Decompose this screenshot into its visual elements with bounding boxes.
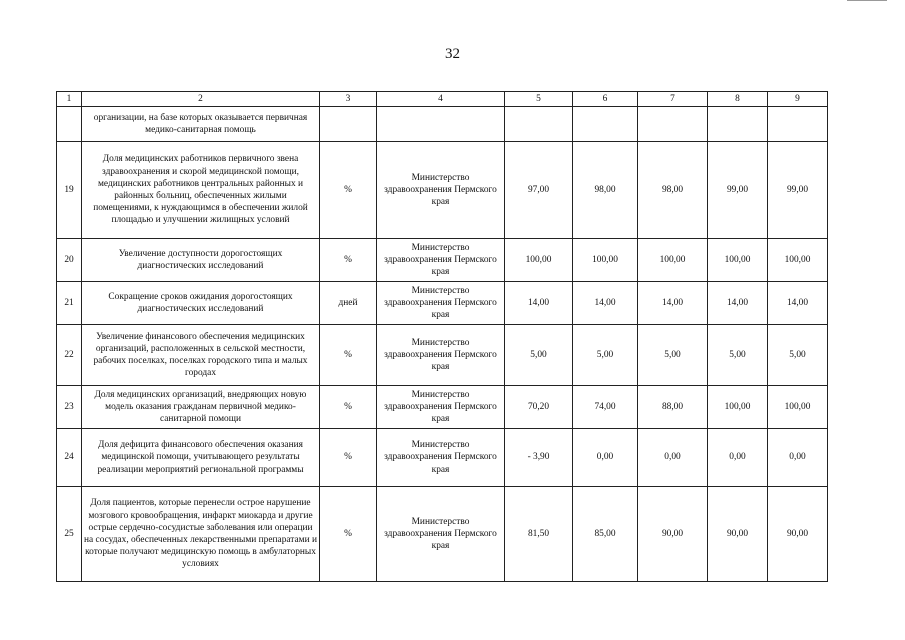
value-cell: 99,00	[768, 142, 828, 239]
value-cell: 14,00	[505, 282, 573, 325]
table-row	[57, 282, 828, 325]
column-header: 6	[573, 92, 638, 107]
value-cell: 0,00	[708, 429, 768, 487]
indicators-table	[56, 91, 828, 582]
value-cell: 5,00	[708, 325, 768, 386]
table-row	[57, 325, 828, 386]
value-cell	[573, 107, 638, 142]
responsible-org: Министерство здравоохранения Пермского края	[377, 386, 505, 429]
responsible-org: Министерство здравоохранения Пермского края	[377, 142, 505, 239]
table-row	[57, 142, 828, 239]
row-number: 22	[57, 325, 82, 386]
row-number: 24	[57, 429, 82, 487]
value-cell: 98,00	[638, 142, 708, 239]
table-row	[57, 239, 828, 282]
unit-cell: %	[320, 386, 377, 429]
table-row	[57, 386, 828, 429]
row-number: 20	[57, 239, 82, 282]
value-cell: 90,00	[638, 487, 708, 582]
table-row	[57, 107, 828, 142]
indicator-name: Сокращение сроков ожидания дорогостоящих диагностических исследований	[82, 282, 320, 325]
value-cell: 0,00	[638, 429, 708, 487]
value-cell: 74,00	[573, 386, 638, 429]
row-number: 19	[57, 142, 82, 239]
row-number: 25	[57, 487, 82, 582]
row-number: 21	[57, 282, 82, 325]
table-body	[57, 92, 828, 582]
column-header: 2	[82, 92, 320, 107]
value-cell: 0,00	[573, 429, 638, 487]
indicator-name: Доля медицинских работников первичного звена здравоохранения и скорой медицинской помощи, медицинских работников центральных районных и районных больниц, обеспеченных жилыми помещениями, к нуждающимся в обеспечении жилой площадью и улучшении жилищных условий	[82, 142, 320, 239]
scan-edge-mark	[847, 0, 887, 4]
indicator-name: Доля медицинских организаций, внедряющих новую модель оказания гражданам первичной медико-санитарной помощи	[82, 386, 320, 429]
unit-cell: %	[320, 239, 377, 282]
value-cell: 81,50	[505, 487, 573, 582]
indicator-name: организации, на базе которых оказывается первичная медико-санитарная помощь	[82, 107, 320, 142]
value-cell: 5,00	[573, 325, 638, 386]
responsible-org: Министерство здравоохранения Пермского края	[377, 325, 505, 386]
column-header: 3	[320, 92, 377, 107]
responsible-org: Министерство здравоохранения Пермского края	[377, 487, 505, 582]
value-cell: 100,00	[505, 239, 573, 282]
value-cell: 14,00	[708, 282, 768, 325]
value-cell: 70,20	[505, 386, 573, 429]
value-cell: 14,00	[573, 282, 638, 325]
unit-cell: %	[320, 325, 377, 386]
responsible-org: Министерство здравоохранения Пермского края	[377, 429, 505, 487]
table-row	[57, 429, 828, 487]
value-cell: 14,00	[638, 282, 708, 325]
value-cell: 100,00	[768, 386, 828, 429]
value-cell: 85,00	[573, 487, 638, 582]
value-cell: 5,00	[768, 325, 828, 386]
page-number: 32	[445, 46, 460, 62]
column-header: 7	[638, 92, 708, 107]
unit-cell: %	[320, 142, 377, 239]
value-cell: 0,00	[768, 429, 828, 487]
value-cell: 5,00	[505, 325, 573, 386]
value-cell: 99,00	[708, 142, 768, 239]
responsible-org: Министерство здравоохранения Пермского края	[377, 282, 505, 325]
column-header: 5	[505, 92, 573, 107]
indicator-name: Увеличение финансового обеспечения медицинских организаций, расположенных в сельской местности, рабочих поселках, поселках городского типа и малых городах	[82, 325, 320, 386]
column-header: 1	[57, 92, 82, 107]
value-cell: 88,00	[638, 386, 708, 429]
value-cell: 100,00	[638, 239, 708, 282]
column-header: 4	[377, 92, 505, 107]
unit-cell: %	[320, 487, 377, 582]
value-cell: 98,00	[573, 142, 638, 239]
unit-cell: дней	[320, 282, 377, 325]
row-number	[57, 107, 82, 142]
value-cell	[708, 107, 768, 142]
value-cell: 90,00	[768, 487, 828, 582]
value-cell	[505, 107, 573, 142]
value-cell: 14,00	[768, 282, 828, 325]
indicator-name: Доля дефицита финансового обеспечения оказания медицинской помощи, учитывающего результаты реализации мероприятий региональной программы	[82, 429, 320, 487]
column-header: 9	[768, 92, 828, 107]
value-cell: - 3,90	[505, 429, 573, 487]
indicator-name: Доля пациентов, которые перенесли острое нарушение мозгового кровообращения, инфаркт миокарда и другие острые сердечно-сосудистые заболевания или операции на сосудах, обеспеченных лекарственными препаратами и которые получают медицинскую помощь в амбулаторных условиях	[82, 487, 320, 582]
responsible-org: Министерство здравоохранения Пермского края	[377, 239, 505, 282]
value-cell	[638, 107, 708, 142]
table-row	[57, 487, 828, 582]
value-cell	[768, 107, 828, 142]
responsible-org	[377, 107, 505, 142]
header-row	[57, 92, 828, 107]
unit-cell: %	[320, 429, 377, 487]
value-cell: 90,00	[708, 487, 768, 582]
indicator-name: Увеличение доступности дорогостоящих диагностических исследований	[82, 239, 320, 282]
value-cell: 5,00	[638, 325, 708, 386]
value-cell: 100,00	[573, 239, 638, 282]
unit-cell	[320, 107, 377, 142]
value-cell: 100,00	[708, 386, 768, 429]
column-header: 8	[708, 92, 768, 107]
value-cell: 100,00	[708, 239, 768, 282]
value-cell: 97,00	[505, 142, 573, 239]
row-number: 23	[57, 386, 82, 429]
value-cell: 100,00	[768, 239, 828, 282]
